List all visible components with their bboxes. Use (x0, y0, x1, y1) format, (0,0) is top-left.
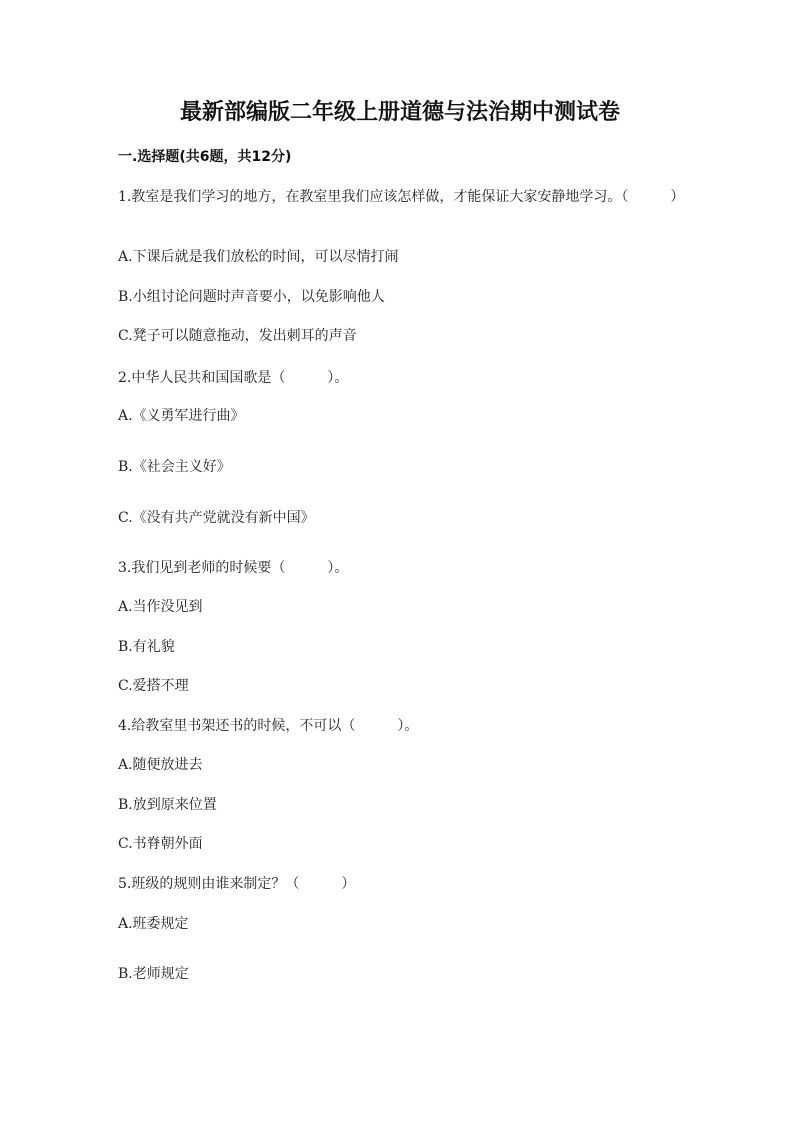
page-title: 最新部编版二年级上册道德与法治期中测试卷 (179, 99, 620, 125)
question-4-stem: 4.给教室里书架还书的时候，不可以（ ）。 (118, 718, 419, 734)
question-3-option-b: B.有礼貌 (118, 639, 175, 655)
question-4-option-c: C.书脊朝外面 (118, 836, 203, 852)
question-3-option-c: C.爱搭不理 (118, 678, 189, 694)
question-1-stem: 1.教室是我们学习的地方，在教室里我们应该怎样做，才能保证大家安静地学习。（ ） (118, 189, 685, 205)
section-heading: 一.选择题(共6题，共12分) (118, 149, 292, 165)
question-5-stem: 5.班级的规则由谁来制定？（ ） (118, 876, 356, 892)
question-3-stem: 3.我们见到老师的时候要（ ）。 (118, 560, 349, 576)
question-2-option-a: A.《义勇军进行曲》 (118, 408, 245, 424)
question-4-option-a: A.随便放进去 (118, 757, 203, 773)
question-1-option-b: B.小组讨论问题时声音要小，以免影响他人 (118, 289, 385, 305)
question-2-option-b: B.《社会主义好》 (118, 459, 231, 475)
question-5-option-a: A.班委规定 (118, 916, 189, 932)
question-4-option-b: B.放到原来位置 (118, 797, 217, 813)
question-1-option-c: C.凳子可以随意拖动，发出刺耳的声音 (118, 328, 357, 344)
question-2-option-c: C.《没有共产党就没有新中国》 (118, 510, 315, 526)
question-1-option-a: A.下课后就是我们放松的时间，可以尽情打闹 (118, 249, 399, 265)
question-2-stem: 2.中华人民共和国国歌是（ ）。 (118, 370, 349, 386)
question-3-option-a: A.当作没见到 (118, 599, 203, 615)
question-5-option-b: B.老师规定 (118, 966, 189, 982)
